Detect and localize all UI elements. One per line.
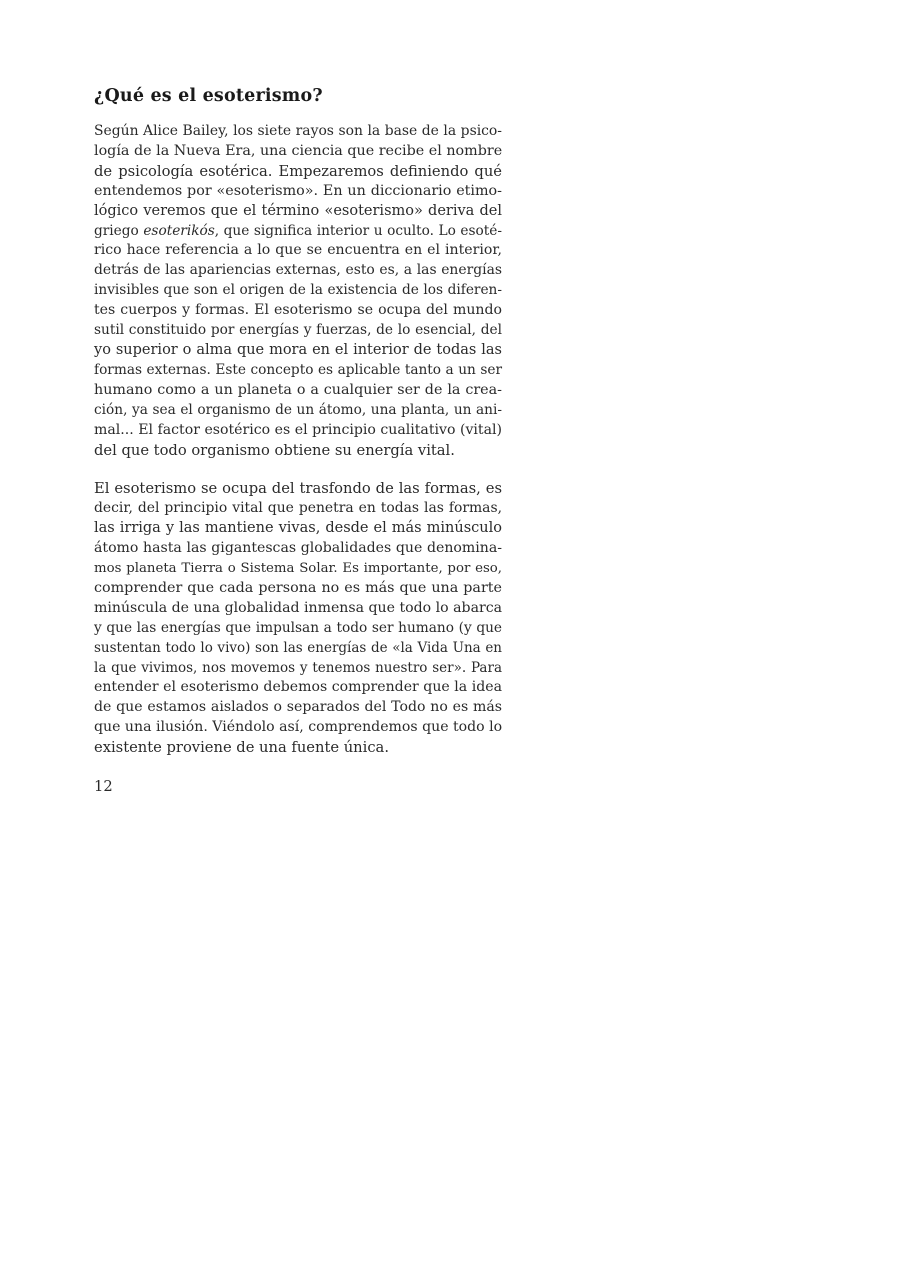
section-heading: ¿Qué es el esoterismo?: [94, 86, 323, 106]
text-line: comprender que cada persona no es más que una parte: [94, 579, 502, 596]
text-line: existente proviene de una fuente única.: [94, 739, 389, 757]
text-line: la que vivimos, nos movemos y tenemos nuestro ser». Para: [94, 659, 502, 676]
text-line: tes cuerpos y formas. El esoterismo se ocupa del mundo: [94, 302, 502, 319]
page-content: [94, 84, 502, 797]
text-line: detrás de las apariencias externas, esto es, a las energías: [94, 262, 502, 279]
text-line: átomo hasta las gigantescas globalidades que denomina-: [94, 540, 502, 557]
text-line: que una ilusión. Viéndolo así, comprendemos que todo lo: [94, 719, 503, 736]
text-line: del que todo organismo obtiene su energía vital.: [94, 441, 455, 459]
text-line: decir, del principio vital que penetra en todas las formas,: [94, 500, 502, 517]
text-line: yo superior o alma que mora en el interior de todas las: [94, 341, 502, 358]
text-line: logía de la Nueva Era, una ciencia que recibe el nombre: [94, 142, 503, 159]
text-line: Según Alice Bailey, los siete rayos son la base de la psico-: [94, 123, 502, 139]
italic-term: esoterikós: [143, 222, 215, 239]
text-line: mos planeta Tierra o Sistema Solar. Es importante, por eso,: [94, 561, 502, 577]
text-line: mal... El factor esotérico es el principio cualitativo (vital): [94, 421, 502, 438]
text-fragment: , que significa interior u oculto. Lo esoté-: [214, 222, 503, 239]
paragraph-1: [94, 122, 502, 460]
text-line: las irriga y las mantiene vivas, desde el más minúsculo: [94, 520, 502, 537]
text-line: sutil constituido por energías y fuerzas, de lo esencial, del: [94, 322, 502, 339]
text-line: lógico veremos que el término «esoterismo» deriva del: [94, 202, 502, 219]
text-line: y que las energías que impulsan a todo ser humano (y que: [94, 619, 502, 636]
text-line: sustentan todo lo vivo) son las energías de «la Vida Una en: [94, 639, 502, 656]
text-line: El esoterismo se ocupa del trasfondo de las formas, es: [94, 480, 502, 498]
text-line: invisibles que son el origen de la existencia de los diferen-: [94, 282, 502, 299]
text-line: [94, 222, 502, 242]
text-line: humano como a un planeta o a cualquier ser de la crea-: [94, 381, 502, 398]
text-line: formas externas. Este concepto es aplicable tanto a un ser: [94, 361, 502, 378]
page-number: 12: [94, 778, 113, 796]
text-line: entender el esoterismo debemos comprender que la idea: [94, 679, 502, 696]
text-line: rico hace referencia a lo que se encuentra en el interior,: [94, 242, 502, 259]
text-fragment: griego: [94, 222, 144, 239]
paragraph-2: [94, 479, 502, 758]
text-line: de que estamos aislados o separados del Todo no es más: [94, 699, 502, 716]
text-line: entendemos por «esoterismo». En un diccionario etimo-: [94, 182, 502, 199]
text-line: de psicología esotérica. Empezaremos definiendo qué: [94, 162, 502, 180]
text-line: minúscula de una globalidad inmensa que todo lo abarca: [94, 599, 502, 616]
text-line: ción, ya sea el organismo de un átomo, una planta, un ani-: [94, 401, 502, 418]
